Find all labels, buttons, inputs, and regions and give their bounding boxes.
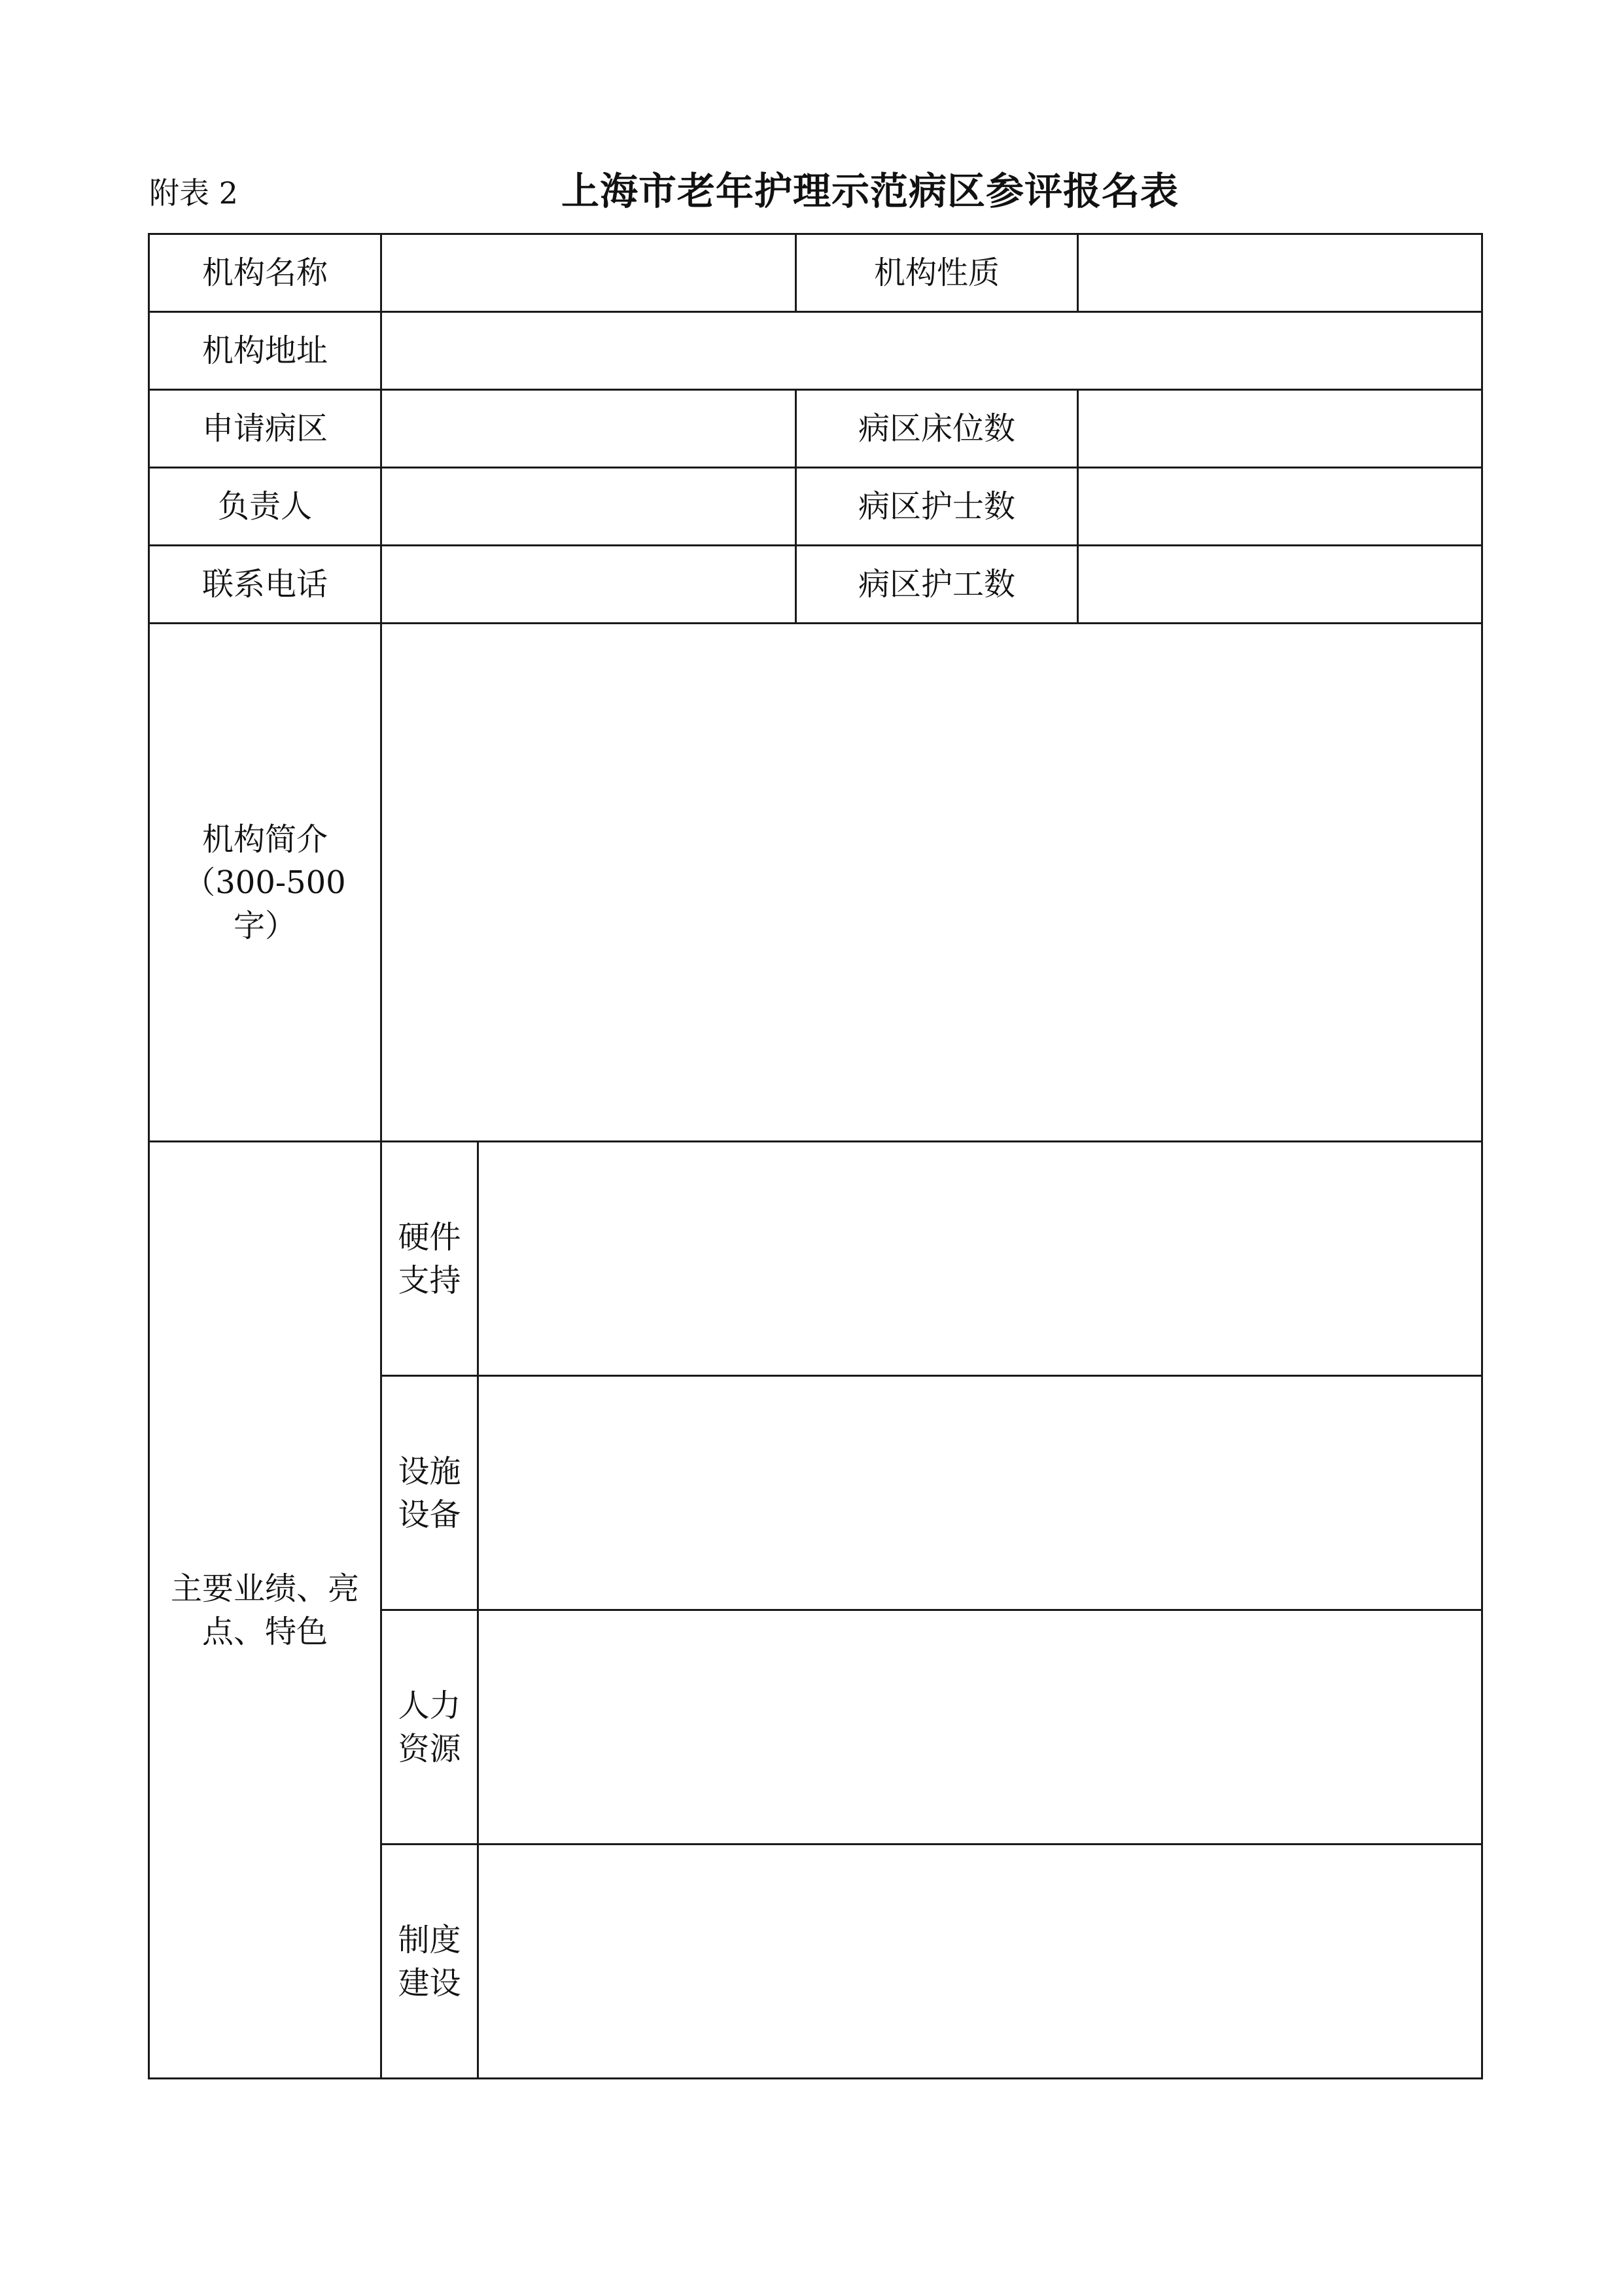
ward-caregivers-field[interactable] bbox=[1078, 546, 1482, 624]
institution-name-label: 机构名称 bbox=[149, 234, 381, 312]
institution-nature-field[interactable] bbox=[1078, 234, 1482, 312]
institution-intro-label bbox=[149, 624, 381, 1142]
achievements-label bbox=[149, 1142, 381, 2079]
row-institution-intro bbox=[149, 624, 1482, 1142]
row-institution-address bbox=[149, 312, 1482, 390]
facilities-equipment-label-line1: 设施 bbox=[398, 1453, 461, 1490]
institution-name-field[interactable] bbox=[381, 234, 796, 312]
hardware-support-field[interactable] bbox=[478, 1142, 1482, 1376]
facilities-equipment-label-line2: 设备 bbox=[398, 1496, 461, 1533]
institution-intro-field[interactable] bbox=[381, 624, 1482, 1142]
facilities-equipment-field[interactable] bbox=[478, 1376, 1482, 1610]
annex-label: 附表 2 bbox=[149, 175, 238, 211]
row-institution-name bbox=[149, 234, 1482, 312]
hardware-support-label-line2: 支持 bbox=[398, 1262, 461, 1299]
human-resources-label bbox=[381, 1610, 478, 1845]
system-building-label-line2: 建设 bbox=[398, 1964, 461, 2002]
form-title: 上海市老年护理示范病区参评报名表 bbox=[561, 169, 1179, 213]
ward-label: 申请病区 bbox=[149, 390, 381, 468]
ward-caregivers-label: 病区护工数 bbox=[796, 546, 1078, 624]
hardware-support-label-line1: 硬件 bbox=[398, 1218, 461, 1256]
facilities-equipment-label bbox=[381, 1376, 478, 1610]
row-person-in-charge bbox=[149, 468, 1482, 546]
hardware-support-label bbox=[381, 1142, 478, 1376]
human-resources-label-line1: 人力 bbox=[398, 1687, 461, 1724]
ward-field[interactable] bbox=[381, 390, 796, 468]
person-in-charge-field[interactable] bbox=[381, 468, 796, 546]
system-building-label-line1: 制度 bbox=[398, 1921, 461, 1958]
registration-form-table bbox=[148, 233, 1483, 2079]
human-resources-label-line2: 资源 bbox=[398, 1730, 461, 1767]
ward-beds-label: 病区床位数 bbox=[796, 390, 1078, 468]
intro-label-line3: 字） bbox=[233, 907, 296, 944]
contact-phone-label: 联系电话 bbox=[149, 546, 381, 624]
ward-nurses-field[interactable] bbox=[1078, 468, 1482, 546]
intro-label-line1: 机构简介 bbox=[201, 821, 328, 858]
person-in-charge-label: 负责人 bbox=[149, 468, 381, 546]
intro-label-line2: （300-500 bbox=[184, 864, 346, 901]
institution-nature-label: 机构性质 bbox=[796, 234, 1078, 312]
human-resources-field[interactable] bbox=[478, 1610, 1482, 1845]
ward-beds-field[interactable] bbox=[1078, 390, 1482, 468]
institution-address-label: 机构地址 bbox=[149, 312, 381, 390]
achievements-label-line2: 点、特色 bbox=[201, 1613, 328, 1650]
ward-nurses-label: 病区护士数 bbox=[796, 468, 1078, 546]
row-ward bbox=[149, 390, 1482, 468]
achievements-label-line1: 主要业绩、亮 bbox=[170, 1570, 359, 1607]
system-building-label bbox=[381, 1845, 478, 2079]
row-hardware-support bbox=[149, 1142, 1482, 1376]
row-contact-phone bbox=[149, 546, 1482, 624]
institution-address-field[interactable] bbox=[381, 312, 1482, 390]
system-building-field[interactable] bbox=[478, 1845, 1482, 2079]
contact-phone-field[interactable] bbox=[381, 546, 796, 624]
